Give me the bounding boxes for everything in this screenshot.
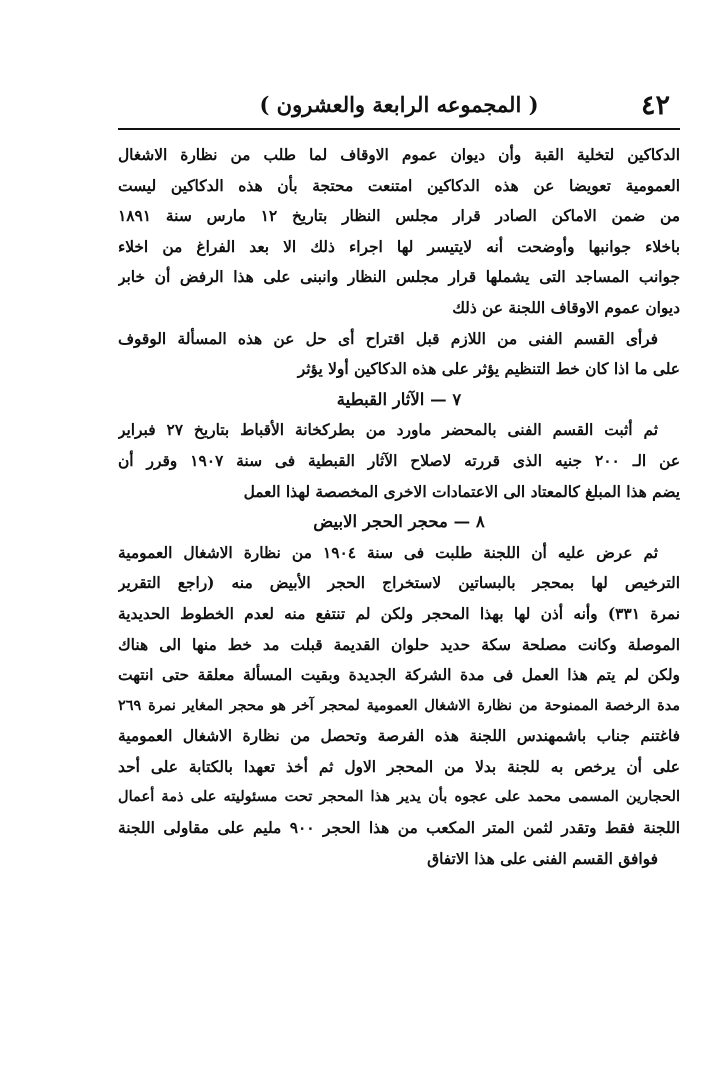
text-line: الحجارين المسمى محمد على عجوه بأن يدير هذا المحجر تحت مسئوليته على ذمة أعمال — [118, 788, 680, 806]
text-line: فاغتنم جناب باشمهندس اللجنة هذه الفرصة وتحصل من نظارة الاشغال العمومية — [118, 727, 680, 746]
text-line: عن الـ ٢٠٠ جنيه الذى قررته لاصلاح الآثار القبطية فى سنة ١٩٠٧ وقرر أن — [118, 451, 680, 470]
text-line: جوانب المساجد التى يشملها قرار مجلس النظار وانبنى على هذا الرفض أن خابر — [118, 268, 680, 287]
section-heading: ٨ — محجر الحجر الابيض — [313, 512, 485, 532]
header-rule — [118, 128, 680, 130]
page-header — [118, 88, 680, 128]
text-line: الدكاكين لتخلية القبة وأن ديوان عموم الاوقاف لما طلب من نظارة الاشغال — [118, 146, 680, 164]
page-number: ٤٢ — [640, 90, 670, 121]
body-text — [118, 140, 680, 874]
text-line: يضم هذا المبلغ كالمعتاد الى الاعتمادات الاخرى المخصصة لهذا العمل — [243, 482, 680, 501]
text-line: ولكن لم يتم هذا العمل فى مدة الشركة الجديدة وبقيت المسألة معلقة حتى انتهت — [118, 666, 680, 685]
text-line: على ما اذا كان خط التنظيم يؤثر على هذه الدكاكين أولا يؤثر — [297, 360, 680, 379]
text-line: على أن يرخص به للجنة بدلا من المحجر الاول ثم أخذ تعهدا بالكتابة على أحد — [118, 757, 680, 776]
text-line: فرأى القسم الفنى من اللازم قبل اقتراح أى حل عن هذه المسألة الوقوف — [118, 329, 658, 348]
text-line: الموصلة وكانت مصلحة سكة حديد حلوان القديمة قبلت مد خط منها الى هناك — [118, 635, 680, 654]
text-line: نمرة ٣٣١) وأنه أذن لها بهذا المحجر ولكن لم تنتفع منه لعدم الخطوط الحديدية — [118, 604, 680, 623]
text-line: اللجنة فقط وتقدر لثمن المتر المكعب من هذا الحجر ٩٠٠ مليم على مقاولى اللجنة — [118, 819, 680, 838]
text-line: مدة الرخصة الممنوحة من نظارة الاشغال العمومية لمحجر آخر هو محجر المغاير نمرة ٢٦٩ — [118, 696, 680, 714]
text-line: فوافق القسم الفنى على هذا الاتفاق — [427, 849, 658, 868]
text-line: ثم عرض عليه أن اللجنة طلبت فى سنة ١٩٠٤ من نظارة الاشغال العمومية — [118, 543, 658, 562]
section-heading: ٧ — الآثار القبطية — [336, 389, 462, 409]
running-title: ( المجموعه الرابعة والعشرون ) — [259, 92, 539, 117]
text-line: من ضمن الاماكن الصادر قرار مجلس النظار بتاريخ ١٢ مارس سنة ١٨٩١ — [118, 207, 680, 226]
text-line: العمومية تعويضا عن هذه الدكاكين امتنعت محتجة بأن هذه الدكاكين ليست — [118, 176, 680, 195]
text-line: ثم أثبت القسم الفنى بالمحضر ماورد من بطركخانة الأقباط بتاريخ ٢٧ فبراير — [118, 421, 659, 440]
text-line: باخلاء جوانبها وأوضحت أنه لايتيسر لها اجراء ذلك الا بعد الفراغ من اخلاء — [118, 237, 680, 256]
text-line: الترخيص لها بمحجر بالبساتين لاستخراج الحجر الأبيض منه (راجع التقرير — [118, 574, 680, 593]
text-line: ديوان عموم الاوقاف اللجنة عن ذلك — [452, 298, 680, 317]
